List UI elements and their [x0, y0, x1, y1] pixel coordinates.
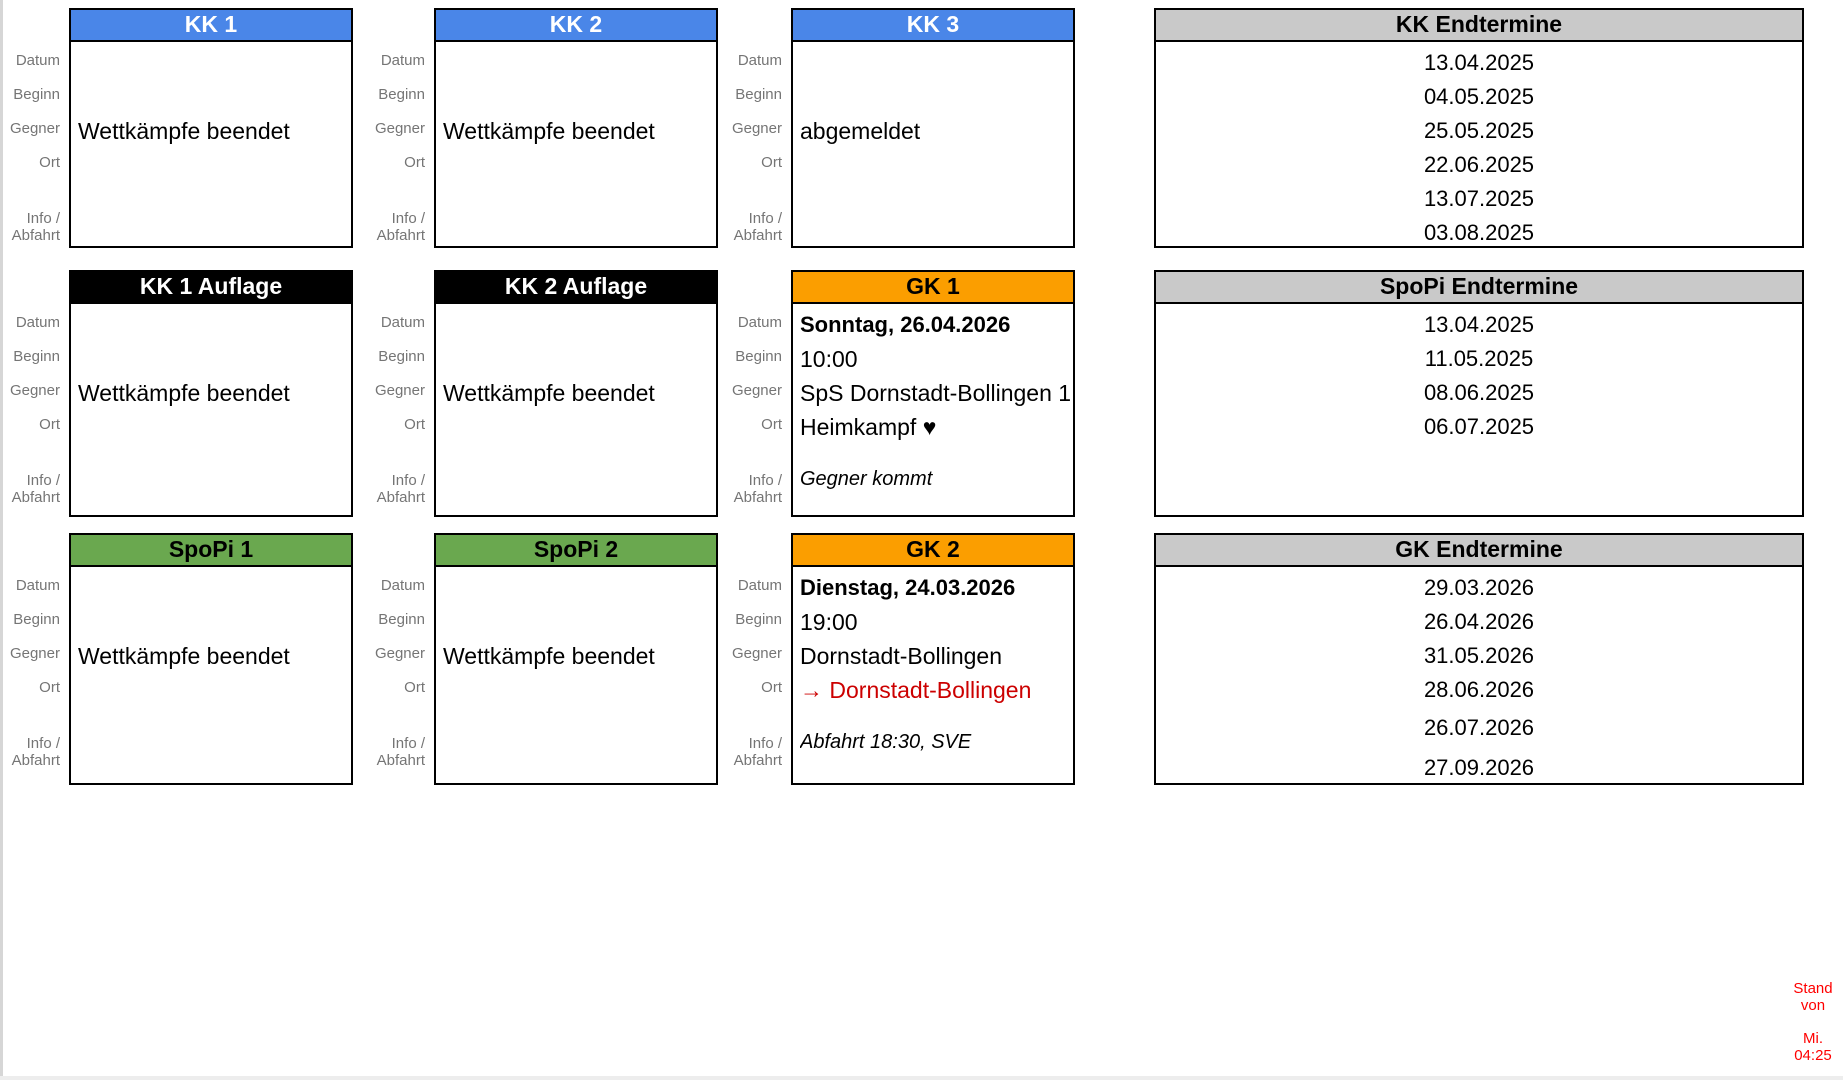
- label-datum: Datum: [737, 577, 782, 594]
- endtermine-date: 27.09.2026: [1423, 755, 1535, 780]
- match-start-time: 19:00: [800, 609, 858, 635]
- window-edge-bottom: [0, 1076, 1843, 1080]
- label-ort: Ort: [761, 679, 782, 696]
- label-ort: Ort: [39, 416, 60, 433]
- label-datum: Datum: [737, 314, 782, 331]
- label-gegner: Gegner: [9, 120, 60, 137]
- stand-note-line: von: [1800, 997, 1826, 1014]
- card-box: [791, 533, 1075, 785]
- label-ort: Ort: [404, 154, 425, 171]
- endtermine-date: 04.05.2025: [1423, 84, 1535, 109]
- card-box: [434, 8, 718, 248]
- stand-note-line: Mi.: [1803, 1030, 1823, 1047]
- panel-title: GK Endtermine: [1156, 535, 1802, 567]
- label-ort: Ort: [39, 679, 60, 696]
- endtermine-date: 13.07.2025: [1423, 186, 1535, 211]
- card-status-text: Wettkämpfe beendet: [78, 380, 290, 406]
- label-info-abfahrt: [365, 472, 425, 506]
- label-gegner: Gegner: [731, 382, 782, 399]
- label-info-line: Info /: [391, 210, 425, 227]
- label-abfahrt-line: Abfahrt: [376, 752, 425, 769]
- label-beginn: Beginn: [378, 86, 425, 103]
- match-info: Gegner kommt: [800, 468, 933, 490]
- label-info-line: Info /: [748, 472, 782, 489]
- label-info-abfahrt: [722, 210, 782, 244]
- endtermine-date: 06.07.2025: [1423, 414, 1535, 439]
- endtermine-date: 31.05.2026: [1423, 643, 1535, 668]
- card-box: [434, 270, 718, 517]
- label-abfahrt-line: Abfahrt: [733, 752, 782, 769]
- label-info-line: Info /: [748, 735, 782, 752]
- endtermine-date: 13.04.2025: [1423, 312, 1535, 337]
- card-title: GK 2: [793, 535, 1073, 567]
- card-box: [791, 8, 1075, 248]
- label-datum: Datum: [380, 52, 425, 69]
- label-info-line: Info /: [26, 210, 60, 227]
- card-box: [434, 533, 718, 785]
- label-abfahrt-line: Abfahrt: [733, 489, 782, 506]
- endtermine-date: 25.05.2025: [1423, 118, 1535, 143]
- panel-title: KK Endtermine: [1156, 10, 1802, 42]
- card-title: KK 2: [436, 10, 716, 42]
- panel-kk-endtermine: [1154, 8, 1804, 248]
- endtermine-date: 28.06.2026: [1423, 677, 1535, 702]
- endtermine-date: 26.07.2026: [1423, 715, 1535, 740]
- label-ort: Ort: [761, 154, 782, 171]
- label-abfahrt-line: Abfahrt: [376, 227, 425, 244]
- endtermine-date: 08.06.2025: [1423, 380, 1535, 405]
- card-title: KK 1: [71, 10, 351, 42]
- label-beginn: Beginn: [13, 611, 60, 628]
- label-ort: Ort: [404, 679, 425, 696]
- match-start-time: 10:00: [800, 346, 858, 372]
- panel-title: SpoPi Endtermine: [1156, 272, 1802, 304]
- label-info-line: Info /: [26, 472, 60, 489]
- card-status-text: Wettkämpfe beendet: [443, 380, 655, 406]
- endtermine-date: 11.05.2025: [1424, 346, 1534, 371]
- label-gegner: Gegner: [374, 645, 425, 662]
- card-box: [69, 8, 353, 248]
- label-gegner: Gegner: [9, 382, 60, 399]
- label-info-line: Info /: [26, 735, 60, 752]
- label-info-abfahrt: [0, 735, 60, 769]
- label-gegner: Gegner: [9, 645, 60, 662]
- label-info-line: Info /: [391, 472, 425, 489]
- label-ort: Ort: [761, 416, 782, 433]
- label-beginn: Beginn: [13, 348, 60, 365]
- card-status-text: Wettkämpfe beendet: [78, 643, 290, 669]
- label-gegner: Gegner: [731, 120, 782, 137]
- endtermine-date: 26.04.2026: [1423, 609, 1535, 634]
- endtermine-date: 03.08.2025: [1423, 220, 1535, 245]
- label-info-abfahrt: [0, 210, 60, 244]
- card-status-text: Wettkämpfe beendet: [443, 643, 655, 669]
- card-title: KK 2 Auflage: [436, 272, 716, 304]
- card-title: KK 1 Auflage: [71, 272, 351, 304]
- label-gegner: Gegner: [731, 645, 782, 662]
- stand-note: [1781, 980, 1843, 1064]
- label-abfahrt-line: Abfahrt: [11, 752, 60, 769]
- label-info-abfahrt: [365, 210, 425, 244]
- card-box: [69, 533, 353, 785]
- label-beginn: Beginn: [378, 348, 425, 365]
- label-ort: Ort: [39, 154, 60, 171]
- label-gegner: Gegner: [374, 382, 425, 399]
- label-abfahrt-line: Abfahrt: [733, 227, 782, 244]
- card-title: GK 1: [793, 272, 1073, 304]
- panel-gk-endtermine: [1154, 533, 1804, 785]
- card-title: SpoPi 2: [436, 535, 716, 567]
- stand-note-line: 04:25: [1794, 1047, 1832, 1064]
- endtermine-date: 13.04.2025: [1423, 50, 1535, 75]
- match-info: Abfahrt 18:30, SVE: [800, 731, 972, 753]
- endtermine-date: 22.06.2025: [1423, 152, 1535, 177]
- label-datum: Datum: [15, 577, 60, 594]
- label-ort: Ort: [404, 416, 425, 433]
- label-beginn: Beginn: [735, 86, 782, 103]
- label-beginn: Beginn: [13, 86, 60, 103]
- label-info-abfahrt: [722, 472, 782, 506]
- label-info-line: Info /: [748, 210, 782, 227]
- label-datum: Datum: [15, 52, 60, 69]
- label-info-abfahrt: [0, 472, 60, 506]
- card-box: [69, 270, 353, 517]
- label-beginn: Beginn: [378, 611, 425, 628]
- match-date: Sonntag, 26.04.2026: [800, 312, 1011, 337]
- label-abfahrt-line: Abfahrt: [376, 489, 425, 506]
- endtermine-date: 29.03.2026: [1423, 575, 1535, 600]
- label-beginn: Beginn: [735, 611, 782, 628]
- card-status-text: Wettkämpfe beendet: [443, 118, 655, 144]
- match-opponent: Dornstadt-Bollingen: [800, 643, 1003, 669]
- panel-spopi-endtermine: [1154, 270, 1804, 517]
- match-date: Dienstag, 24.03.2026: [800, 575, 1016, 600]
- card-title: KK 3: [793, 10, 1073, 42]
- label-info-abfahrt: [722, 735, 782, 769]
- card-status-text: Wettkämpfe beendet: [78, 118, 290, 144]
- label-abfahrt-line: Abfahrt: [11, 489, 60, 506]
- stand-note-spacer: [1781, 1014, 1843, 1030]
- card-status-text: abgemeldet: [800, 118, 921, 144]
- label-gegner: Gegner: [374, 120, 425, 137]
- stand-note-line: Stand: [1793, 980, 1833, 997]
- label-datum: Datum: [737, 52, 782, 69]
- match-location: Heimkampf ♥: [800, 414, 937, 440]
- label-info-abfahrt: [365, 735, 425, 769]
- label-abfahrt-line: Abfahrt: [11, 227, 60, 244]
- label-datum: Datum: [380, 577, 425, 594]
- card-title: SpoPi 1: [71, 535, 351, 567]
- label-datum: Datum: [380, 314, 425, 331]
- label-info-line: Info /: [391, 735, 425, 752]
- match-opponent: SpS Dornstadt-Bollingen 1: [800, 380, 1071, 406]
- label-datum: Datum: [15, 314, 60, 331]
- match-location-away: → Dornstadt-Bollingen: [800, 677, 1032, 703]
- card-box: [791, 270, 1075, 517]
- label-beginn: Beginn: [735, 348, 782, 365]
